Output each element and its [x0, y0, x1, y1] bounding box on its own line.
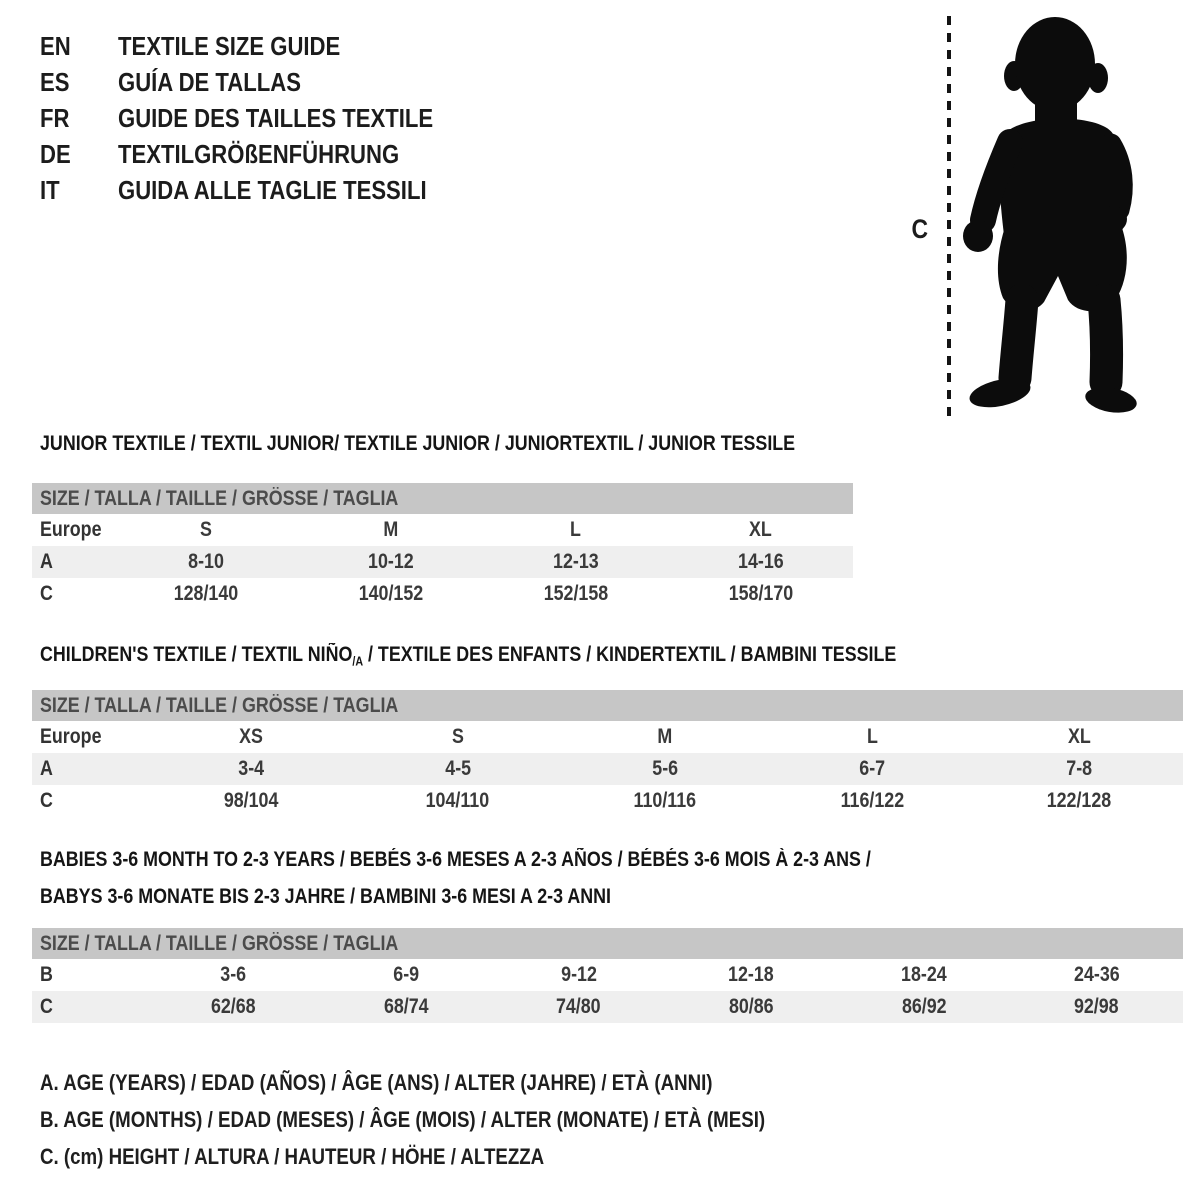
junior-section-heading: JUNIOR TEXTILE / TEXTIL JUNIOR/ TEXTILE JUNIOR / JUNIORTEXTIL / JUNIOR TESSILE	[40, 432, 796, 455]
toddler-silhouette-image	[955, 12, 1145, 418]
lang-code-de: DE	[40, 138, 71, 169]
legend-line-a: A. AGE (YEARS) / EDAD (AÑOS) / ÂGE (ANS) / ALTER (JAHRE) / ETÀ (ANNI)	[40, 1070, 713, 1095]
lang-title-de: TEXTILGRÖßENFÜHRUNG	[118, 138, 400, 169]
language-title-block	[40, 28, 489, 208]
lang-code-it: IT	[40, 174, 60, 205]
children-section-heading: CHILDREN'S TEXTILE / TEXTIL $NIÑO_{/A}$ / TEXTILE DES ENFANTS / KINDERTEXTIL / BAMBINI TESSILE	[40, 643, 897, 669]
lang-code-en: EN	[40, 30, 71, 61]
lang-title-fr: GUIDE DES TAILLES TEXTILE	[118, 102, 434, 133]
lang-title-it: GUIDA ALLE TAGLIE TESSILI	[118, 174, 427, 205]
babies-section-heading: BABIES 3-6 MONTH TO 2-3 YEARS / BEBÉS 3-6 MESES A 2-3 AÑOS / BÉBÉS 3-6 MOIS À 2-3 ANS / BABYS 3-6 MONATE BIS 2-3 JAHRE / BAMBINI 3-6 MESI A 2-3 ANNI	[40, 848, 871, 908]
lang-title-es: GUÍA DE TALLAS	[118, 66, 301, 97]
lang-row-fr	[40, 100, 489, 136]
lang-row-en	[40, 28, 489, 64]
height-measure-label: C	[911, 214, 929, 244]
lang-row-de	[40, 136, 489, 172]
children-age-row: A 3-4 4-5 5-6 6-7 7-8	[32, 753, 1183, 785]
height-measure-dashed-line	[947, 16, 951, 416]
lang-row-es	[40, 64, 489, 100]
children-europe-row: Europe XS S M L XL	[40, 725, 1091, 748]
lang-code-es: ES	[40, 66, 70, 97]
babies-size-header-bar: SIZE / TALLA / TAILLE / GRÖSSE / TAGLIA	[32, 928, 1183, 959]
legend-line-c: C. (cm) HEIGHT / ALTURA / HAUTEUR / HÖHE / ALTEZZA	[40, 1144, 545, 1169]
lang-row-it	[40, 172, 489, 208]
children-size-header-bar: SIZE / TALLA / TAILLE / GRÖSSE / TAGLIA	[32, 690, 1183, 721]
children-height-row: C 98/104 104/110 110/116 116/122 122/128	[40, 789, 1112, 812]
junior-height-row: C 128/140 140/152 152/158 158/170	[40, 582, 793, 605]
measure-legend	[40, 1064, 893, 1175]
junior-age-row: A 8-10 10-12 12-13 14-16	[32, 546, 853, 578]
junior-size-header-bar: SIZE / TALLA / TAILLE / GRÖSSE / TAGLIA	[32, 483, 853, 514]
babies-height-row: C 62/68 68/74 74/80 80/86 86/92 92/98	[32, 991, 1183, 1023]
babies-size-table	[32, 928, 1183, 1023]
junior-europe-row: Europe S M L XL	[40, 518, 773, 541]
legend-line-b: B. AGE (MONTHS) / EDAD (MESES) / ÂGE (MOIS) / ALTER (MONATE) / ETÀ (MESI)	[40, 1107, 766, 1132]
lang-title-en: TEXTILE SIZE GUIDE	[118, 30, 341, 61]
babies-months-row: B 3-6 6-9 9-12 12-18 18-24 24-36	[40, 963, 1120, 986]
lang-code-fr: FR	[40, 102, 70, 133]
junior-size-table	[32, 483, 853, 610]
children-size-table	[32, 690, 1183, 817]
